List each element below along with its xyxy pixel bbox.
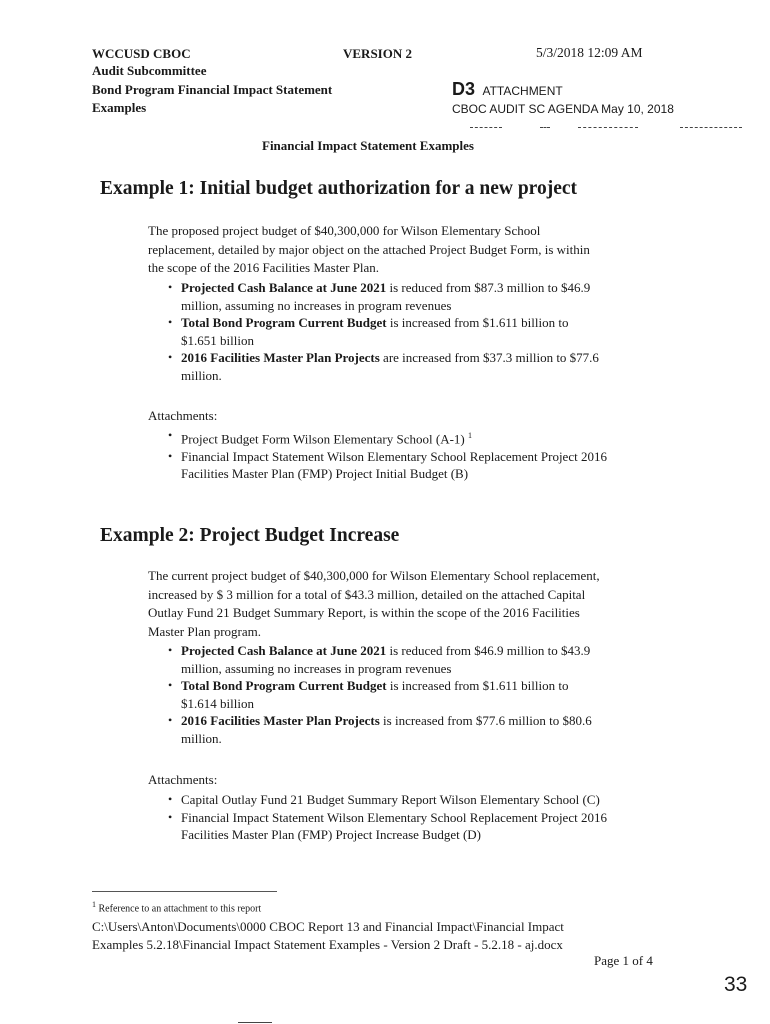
footnote-rule <box>92 891 277 892</box>
report-subject-cont: Examples <box>92 100 147 115</box>
bullet-text-cont: million, assuming no increases in program revenues <box>181 297 452 313</box>
agenda-label: CBOC AUDIT SC AGENDA May 10, 2018 <box>452 102 674 116</box>
list-item <box>181 349 721 384</box>
example-1-attachments-label: Attachments: <box>148 408 218 423</box>
example-1-heading: Example 1: Initial budget authorization for a new project <box>100 178 578 199</box>
document-title: Financial Impact Statement Examples <box>262 138 474 153</box>
paragraph-line: The proposed project budget of $40,300,000 for Wilson Elementary School <box>148 223 541 238</box>
paragraph-line: increased by $ 3 million for a total of $43.3 million, detailed on the attached Capital <box>148 586 586 602</box>
paragraph-line: Master Plan program. <box>148 623 262 639</box>
bullet-text: is increased from $1.611 billion to <box>386 315 569 330</box>
bullet-key: 2016 Facilities Master Plan Projects <box>181 350 380 365</box>
page-number: Page 1 of 4 <box>594 953 653 968</box>
list-item <box>181 279 721 314</box>
attachment-item: Project Budget Form Wilson Elementary School (A-1) <box>181 431 468 447</box>
bullet-text: is reduced from $87.3 million to $46.9 <box>386 280 591 295</box>
paragraph-line: the scope of the 2016 Facilities Master Plan. <box>148 260 380 275</box>
attachment-item-cont: Facilities Master Plan (FMP) Project Initial Budget (B) <box>181 466 469 482</box>
list-item <box>181 791 721 809</box>
example-1-bullets <box>181 279 721 384</box>
page-stamp: 33 <box>724 973 748 996</box>
scan-mark <box>238 1022 272 1023</box>
attachment-code: D3 <box>452 79 476 99</box>
example-2-attachments <box>181 791 721 844</box>
bullet-text: is reduced from $46.9 million to $43.9 <box>386 643 591 658</box>
attachment-label <box>452 79 563 100</box>
bullet-text-cont: $1.651 billion <box>181 332 254 348</box>
example-1-paragraph <box>148 222 590 278</box>
bullet-key: Projected Cash Balance at June 2021 <box>181 280 387 295</box>
example-2-bullets <box>181 642 721 747</box>
bullet-key: Total Bond Program Current Budget <box>181 315 387 330</box>
bullet-key: 2016 Facilities Master Plan Projects <box>181 713 380 728</box>
file-path <box>92 918 564 953</box>
example-2-paragraph <box>148 567 600 641</box>
attachment-item-cont: Facilities Master Plan (FMP) Project Increase Budget (D) <box>181 827 482 842</box>
list-item <box>181 809 721 844</box>
version-label: VERSION 2 <box>343 46 412 61</box>
footnote-mark: 1 <box>92 900 96 909</box>
report-subject: Bond Program Financial Impact Statement <box>92 82 333 97</box>
attachment-item: Financial Impact Statement Wilson Elementary School Replacement Project 2016 <box>181 809 607 825</box>
list-item <box>181 677 721 712</box>
example-2-attachments-label: Attachments: <box>148 772 218 787</box>
file-path-line: C:\Users\Anton\Documents\0000 CBOC Report 13 and Financial Impact\Financial Impact <box>92 919 564 934</box>
bullet-text-cont: million. <box>181 730 222 746</box>
attachment-item: Financial Impact Statement Wilson Elementary School Replacement Project 2016 <box>181 448 607 464</box>
footnote-ref: 1 <box>468 431 472 440</box>
footnote-text: Reference to an attachment to this report <box>98 903 262 915</box>
file-path-line: Examples 5.2.18\Financial Impact Statement Examples - Version 2 Draft - 5.2.18 - aj.docx <box>92 936 563 952</box>
list-item <box>181 448 721 483</box>
list-item <box>181 314 721 349</box>
attachment-word: ATTACHMENT <box>482 84 563 98</box>
paragraph-line: replacement, detailed by major object on the attached Project Budget Form, is within <box>148 241 590 257</box>
footnote <box>92 900 261 914</box>
bullet-text: are increased from $37.3 million to $77.6 <box>379 350 599 365</box>
bullet-text-cont: million, assuming no increases in program revenues <box>181 660 452 676</box>
attachment-item: Capital Outlay Fund 21 Budget Summary Report Wilson Elementary School (C) <box>181 792 600 807</box>
list-item <box>181 712 721 747</box>
dashed-rule <box>540 127 550 128</box>
list-item <box>181 642 721 677</box>
dashed-rule <box>578 127 638 128</box>
header-datetime: 5/3/2018 12:09 AM <box>536 45 643 60</box>
dashed-rule <box>680 127 742 128</box>
bullet-key: Projected Cash Balance at June 2021 <box>181 643 387 658</box>
bullet-key: Total Bond Program Current Budget <box>181 678 387 693</box>
subcommittee-label: Audit Subcommittee <box>92 63 207 78</box>
list-item <box>181 427 721 448</box>
paragraph-line: The current project budget of $40,300,000 for Wilson Elementary School replacement, <box>148 568 600 583</box>
example-1-attachments <box>181 427 721 483</box>
bullet-text: is increased from $77.6 million to $80.6 <box>379 713 592 728</box>
dashed-rule <box>470 127 502 128</box>
bullet-text-cont: million. <box>181 367 222 383</box>
bullet-text-cont: $1.614 billion <box>181 695 254 711</box>
example-2-heading: Example 2: Project Budget Increase <box>100 525 400 546</box>
org-name: WCCUSD CBOC <box>92 46 191 61</box>
bullet-text: is increased from $1.611 billion to <box>386 678 569 693</box>
paragraph-line: Outlay Fund 21 Budget Summary Report, is within the scope of the 2016 Facilities <box>148 605 580 620</box>
